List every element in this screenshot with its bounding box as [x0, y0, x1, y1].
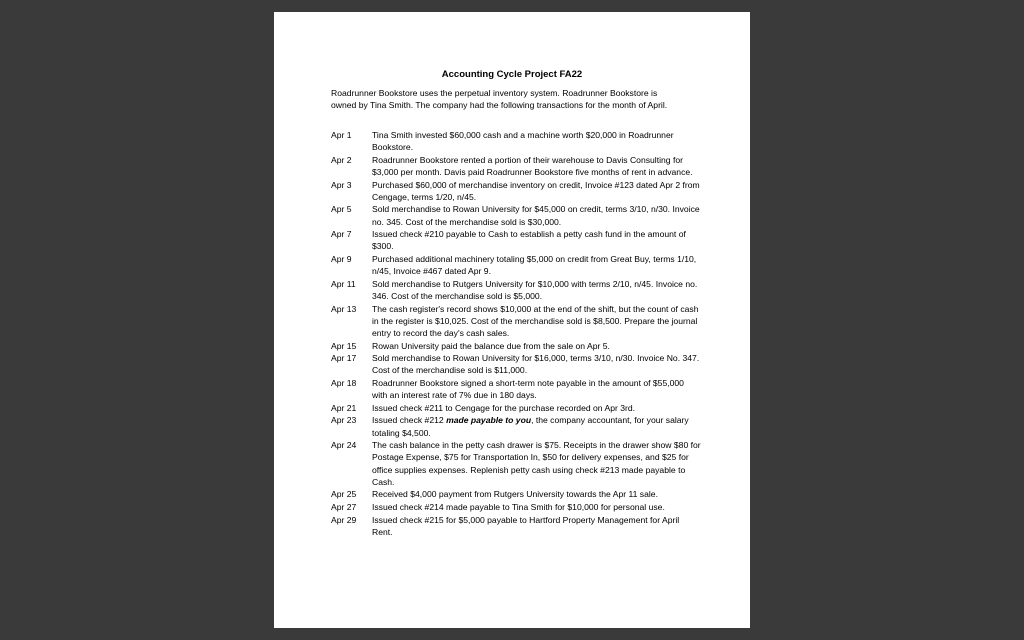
transaction-description: Purchased additional machinery totaling $5,000 on credit from Great Buy, terms 1/10, n/45, Invoice #467 dated Apr 9.: [372, 253, 697, 277]
transaction-description: Issued check #215 for $5,000 payable to Hartford Property Management for April Rent.: [372, 514, 680, 537]
document-page: [274, 12, 750, 628]
transaction-date: Apr 5: [331, 204, 352, 215]
transaction-date: Apr 17: [331, 353, 357, 364]
transaction-description: Roadrunner Bookstore signed a short-term note payable in the amount of $55,000 with an interest rate of 7% due in 180 days.: [372, 377, 684, 401]
transaction-date: Apr 7: [331, 229, 352, 240]
transaction-item: [331, 253, 701, 277]
transaction-date: Apr 11: [331, 278, 356, 289]
transaction-list: [331, 129, 701, 538]
transaction-item: [331, 488, 701, 500]
transaction-date: Apr 29: [331, 514, 357, 525]
transaction-item: [331, 514, 701, 538]
transaction-text-after: , the company accountant, for your salary totaling $4,500.: [372, 415, 689, 438]
transaction-description: Sold merchandise to Rutgers University for $10,000 with terms 2/10, n/45. Invoice no. 346. Cost of the merchandise sold is $5,000.: [372, 278, 698, 301]
transaction-description: Issued check #210 payable to Cash to establish a petty cash fund in the amount of $300.: [372, 229, 686, 252]
transaction-description: Sold merchandise to Rowan University for $45,000 on credit, terms 3/10, n/30. Invoice no. 345. Cost of the merchandise sold is $30,000.: [372, 204, 700, 227]
transaction-item: [331, 129, 701, 153]
transaction-description: Issued check #214 made payable to Tina Smith for $10,000 for personal use.: [372, 501, 665, 512]
transaction-item: [331, 228, 701, 252]
transaction-description: The cash balance in the petty cash drawer is $75. Receipts in the drawer show $80 for Postage Expense, $75 for Transportation In, $50 for delivery expenses, and $25 for office supplies expenses. Replenish petty cash using check #213 made payable to Cash.: [372, 440, 701, 487]
transaction-description: Roadrunner Bookstore rented a portion of their warehouse to Davis Consulting for $3,000 per month. Davis paid Roadrunner Bookstore five months of rent in advance.: [372, 154, 693, 177]
transaction-date: Apr 3: [331, 179, 352, 190]
transaction-date: Apr 24: [331, 440, 357, 451]
document-title: Accounting Cycle Project FA22: [441, 69, 583, 80]
transaction-item: [331, 278, 701, 302]
transaction-item: [331, 179, 701, 203]
transaction-item: [331, 203, 701, 227]
transaction-date: Apr 13: [331, 303, 357, 314]
transaction-item: [331, 154, 701, 178]
transaction-date: Apr 2: [331, 154, 352, 165]
transaction-date: Apr 21: [331, 402, 357, 413]
transaction-item: [331, 402, 701, 414]
transaction-date: Apr 1: [331, 130, 352, 140]
transaction-text-before: Issued check #212: [372, 415, 447, 426]
intro-paragraph: Roadrunner Bookstore uses the perpetual inventory system. Roadrunner Bookstore is owned by Tina Smith. The company had the following transactions for the month of April.: [331, 88, 668, 111]
transaction-date: Apr 23: [331, 415, 357, 426]
transaction-description: Received $4,000 payment from Rutgers University towards the Apr 11 sale.: [372, 489, 658, 500]
transaction-description: [372, 414, 701, 438]
transaction-emphasis: made payable to you: [446, 415, 532, 426]
transaction-description: Sold merchandise to Rowan University for $16,000, terms 3/10, n/30. Invoice No. 347. Cost of the merchandise sold is $11,000.: [372, 353, 700, 376]
transaction-item: [331, 439, 701, 488]
transaction-description: Issued check #211 to Cengage for the purchase recorded on Apr 3rd.: [372, 402, 636, 413]
transaction-date: Apr 25: [331, 489, 357, 500]
transaction-description: Purchased $60,000 of merchandise inventory on credit, Invoice #123 dated Apr 2 from Cengage, terms 1/20, n/45.: [372, 179, 700, 202]
transaction-date: Apr 9: [331, 253, 352, 264]
transaction-date: Apr 27: [331, 501, 357, 512]
transaction-description: Tina Smith invested $60,000 cash and a machine worth $20,000 in Roadrunner Bookstore.: [372, 130, 674, 153]
transaction-item: [331, 501, 701, 513]
transaction-date: Apr 15: [331, 340, 357, 351]
transaction-item: [331, 414, 701, 438]
transaction-item: [331, 377, 701, 401]
transaction-item: [331, 352, 701, 376]
transaction-date: Apr 18: [331, 377, 357, 388]
transaction-description: Rowan University paid the balance due from the sale on Apr 5.: [372, 340, 610, 351]
transaction-item: [331, 340, 701, 352]
transaction-item: [331, 303, 701, 340]
transaction-description: The cash register's record shows $10,000 at the end of the shift, but the count of cash in the register is $10,025. Cost of the merchandise sold is $8,500. Prepare the journal entry to record the day's cash sales.: [372, 303, 699, 338]
